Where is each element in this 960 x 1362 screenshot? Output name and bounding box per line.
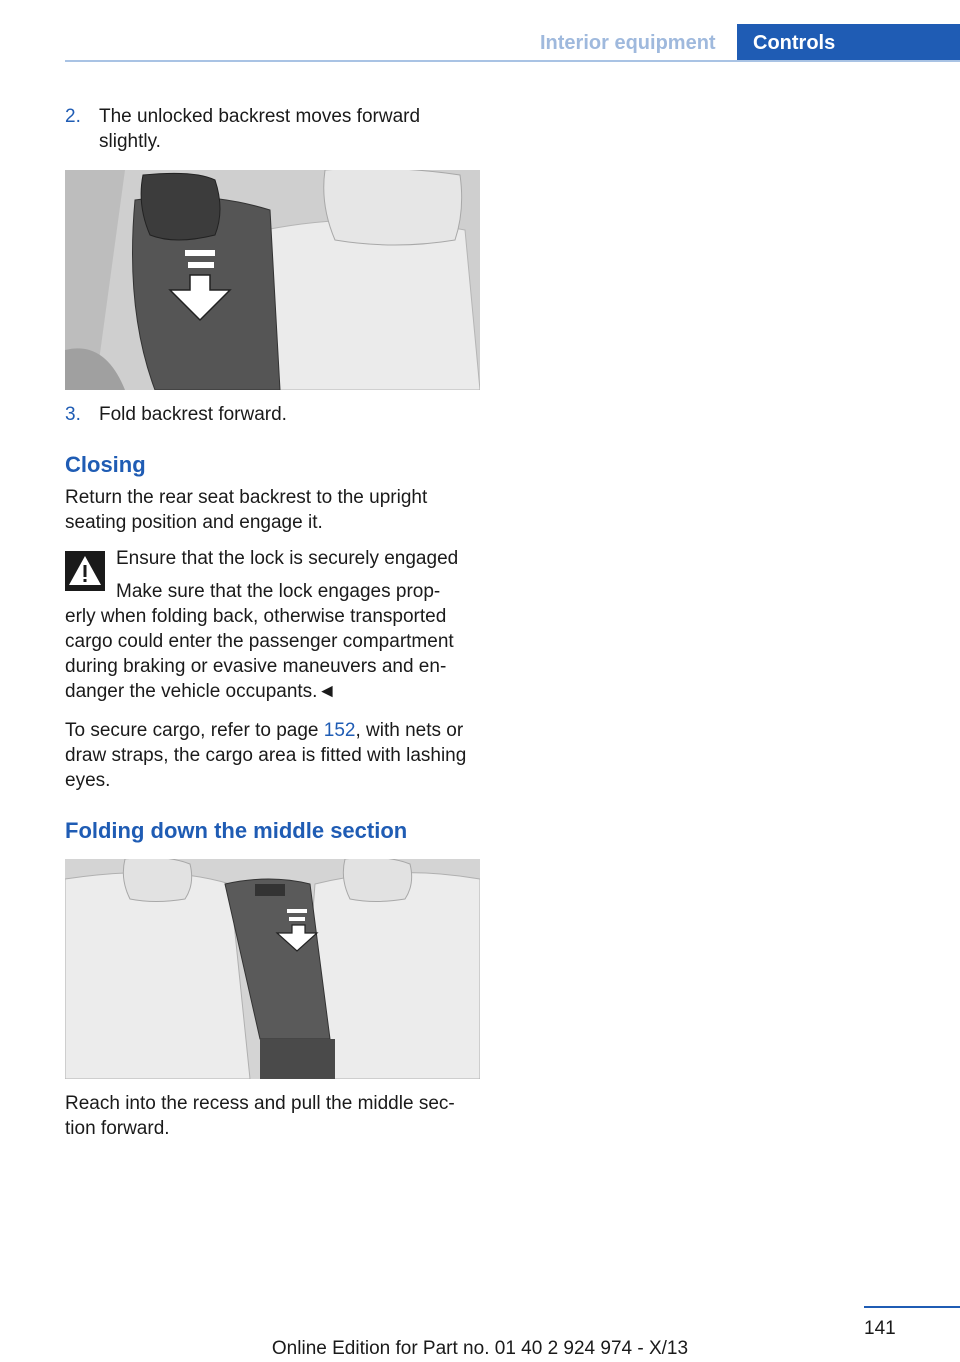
page-reference-link[interactable]: 152 [323, 720, 356, 741]
warning-text: erly when folding back, otherwise transported cargo could enter the passenger compartment during braking or evasive maneuvers and en-danger the vehicle occupants.◄ [65, 606, 454, 702]
warning-title: Ensure that the lock is securely engaged [116, 548, 459, 569]
warning-icon [65, 551, 105, 591]
step-number: 3. [65, 404, 81, 425]
middle-section-text: Reach into the recess and pull the middle sec-tion forward. [65, 1093, 455, 1139]
step-number: 2. [65, 106, 81, 127]
cargo-paragraph [65, 718, 480, 793]
step-text: The unlocked backrest moves forward slightly. [99, 106, 421, 152]
header-chapter-tab: Controls [737, 24, 960, 62]
closing-intro: Return the rear seat backrest to the upright seating position and engage it. [65, 487, 428, 533]
warning-triangle-icon [65, 551, 105, 591]
footer-edition: Online Edition for Part no. 01 40 2 924 974 - X/13 [271, 1338, 689, 1359]
warning-text-first-line: Make sure that the lock engages prop- [116, 581, 441, 602]
middle-section-heading: Folding down the middle section [65, 818, 408, 843]
footer-rule [864, 1306, 960, 1308]
cargo-text-start: To secure cargo, refer to page [65, 720, 324, 741]
header-rule [65, 60, 960, 62]
step-text: Fold backrest forward. [99, 404, 287, 425]
page-number: 141 [864, 1318, 896, 1339]
backrest-figure-svg [65, 170, 480, 390]
header-section-title: Interior equipment [540, 32, 716, 54]
cargo-text-end: , with nets or draw straps, the cargo area is fitted with lashing eyes. [65, 720, 467, 791]
closing-heading: Closing [65, 452, 146, 477]
middle-section-illustration [65, 859, 480, 1079]
middle-section-figure-svg [65, 859, 480, 1079]
backrest-illustration [65, 170, 480, 390]
